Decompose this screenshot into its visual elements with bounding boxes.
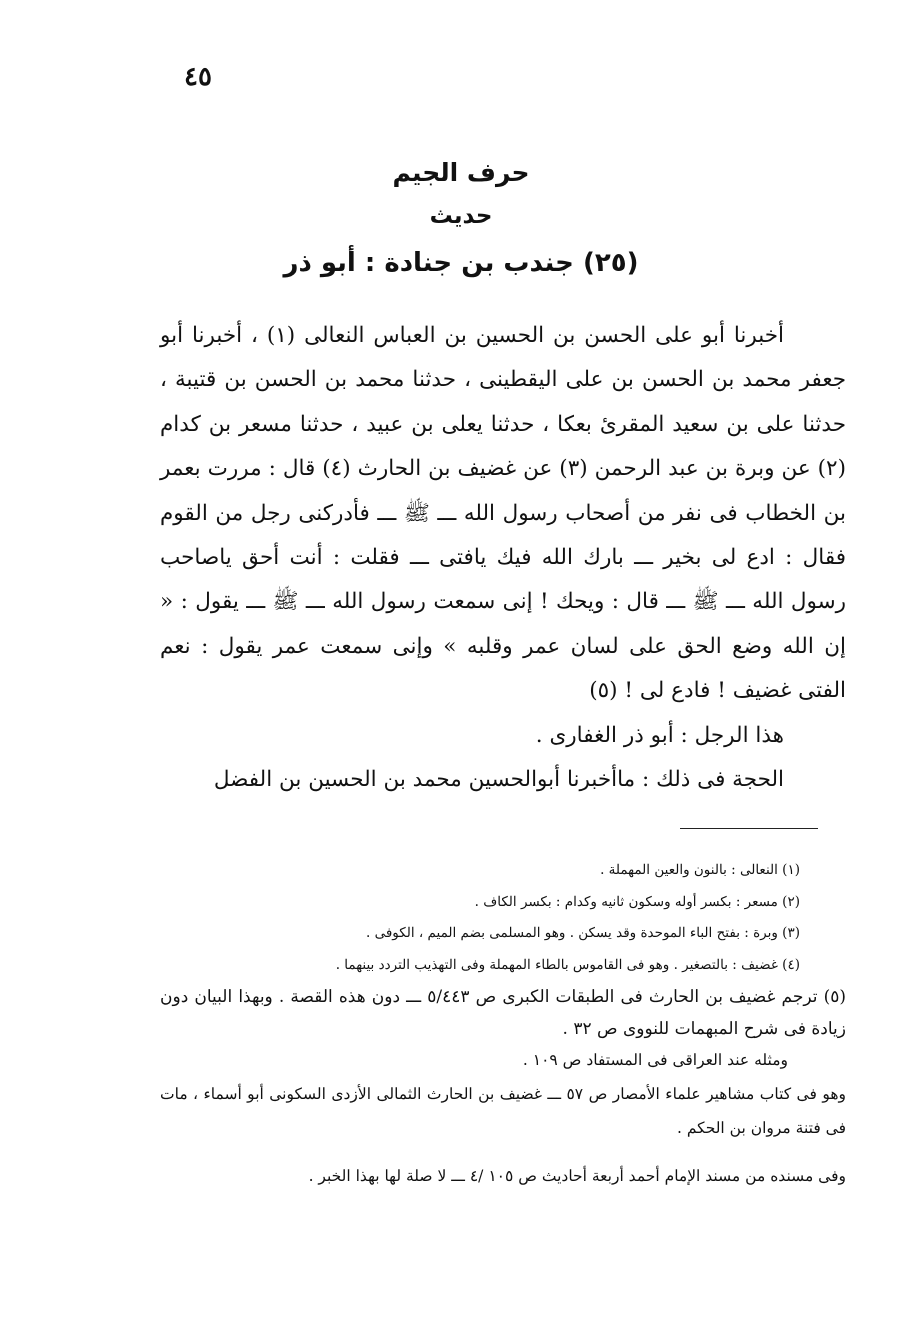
entry-heading: (٢٥) جندب بن جنادة : أبو ذر (283, 248, 639, 278)
hadith-paragraph: أخبرنا أبو على الحسن بن الحسين بن العباس النعالى (١) ، أخبرنا أبو جعفر محمد بن الحسن بن على اليقطينى ، حدثنا محمد بن الحسن بن قتيبة ، حدثنا على بن سعيد المقرئ بعكا ، حدثنا يعلى بن عبيد ، حدثنا مسعر بن كدام (٢) عن وبرة بن عبد الرحمن (٣) عن غضيف بن الحارث (٤) قال : مررت بعمر بن الخطاب فى نفر من أصحاب رسول الله ـــ ﷺ ـــ فأدركنى رجل من القوم فقال : ادع لى بخير ـــ بارك الله فيك يافتى ـــ فقلت : أنت أحق ياصاحب رسول الله ـــ ﷺ ـــ قال : ويحك ! إنى سمعت رسول الله ـــ ﷺ ـــ يقول : « إن الله وضع الحق على لسان عمر وقلبه » وإنى سمعت عمر يقول : نعم الفتى غضيف ! فادع لى ! (٥) (160, 323, 846, 704)
chapter-heading: حرف الجيم (392, 158, 530, 187)
footnote-4: (٤) غضيف : بالتصغير . وهو فى القاموس بالطاء المهملة وفى التهذيب التردد بينهما . (335, 956, 800, 973)
footnote-5-iraqi: ومثله عند العراقى فى المستفاد ص ١٠٩ . (522, 1051, 788, 1069)
identification-paragraph: هذا الرجل : أبو ذر الغفارى . (535, 722, 784, 748)
proof-paragraph: الحجة فى ذلك : ماأخبرنا أبوالحسين محمد بن الحسين بن الفضل (213, 767, 784, 793)
footnote-5: (٥) ترجم غضيف بن الحارث فى الطبقات الكبرى ص ٥/٤٤٣ ـــ دون هذه القصة . وبهذا البيان دون زيادة فى شرح المبهمات للنووى ص ٣٢ . (160, 987, 846, 1039)
main-text (160, 314, 846, 802)
footnote-3: (٣) وبرة : بفتح الباء الموحدة وقد يسكن . وهو المسلمى بضم الميم ، الكوفى . (365, 925, 800, 941)
footnote-1: (١) النعالى : بالنون والعين المهملة . (600, 862, 800, 878)
footnotes (160, 855, 846, 1193)
section-heading: حديث (429, 203, 493, 229)
footnote-5-mashahir: وهو فى كتاب مشاهير علماء الأمصار ص ٥٧ ـــ غضيف بن الحارث الثمالى الأزدى السكونى أبو أسماء ، مات فى فتنة مروان بن الحكم . (160, 1084, 846, 1137)
footnote-2: (٢) مسعر : بكسر أوله وسكون ثانيه وكدام : بكسر الكاف . (474, 893, 800, 910)
footnote-separator (680, 828, 818, 829)
footnote-5-musnad: وفى مسنده من مسند الإمام أحمد أربعة أحاديث ص ١٠٥ /٤ ـــ لا صلة لها بهذا الخبر . (308, 1166, 846, 1185)
page-number: ٤٥ (184, 62, 212, 92)
